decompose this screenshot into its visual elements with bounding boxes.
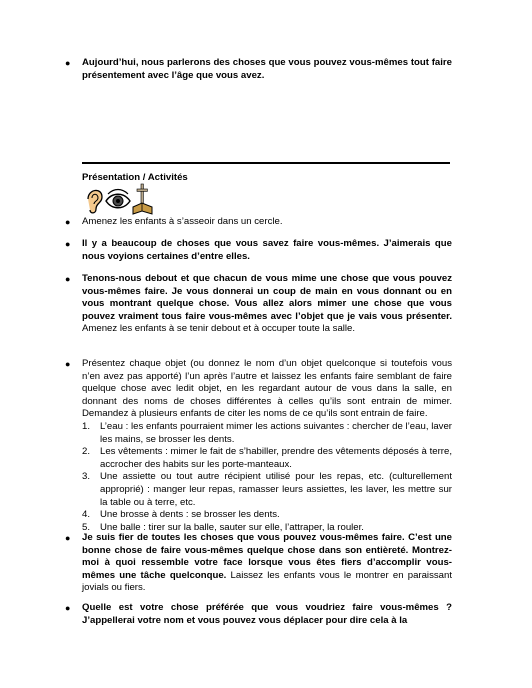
list-text: Une brosse à dents : se brosser les dents. [100, 509, 280, 521]
bullet-item [65, 216, 452, 229]
intro-bullet-bold: Aujourd’hui, nous parlerons des choses que vous pouvez vous-mêmes tout faire présentement avec l’âge que vous avez. [82, 57, 452, 81]
list-text: Les vêtements : mimer le fait de s’habiller, prendre des vêtements déposés à terre, accrocher des habits sur les porte-manteaux. [100, 446, 452, 470]
bullet-dot: ● [65, 533, 71, 543]
bullet-text: Amenez les enfants à s’asseoir dans un cercle. [82, 216, 283, 227]
bullet-bold-text: Tenons-nous debout et que chacun de vous mime une chose que vous pouvez vous-mêmes faire. Je vous donnerai un coup de main en vous donnant ou en vous montrant quelque chose. Vous allez alors mimer une chose que vous pouvez vraiment tous faire vous-mêmes avec l’objet que je vais vous présenter. [82, 273, 452, 322]
intro-bullet [65, 57, 452, 82]
bullet-bold-text: Quelle est votre chose préférée que vous voudriez faire vous-mêmes ? J’appellerai votre nom et vous pouvez vous déplacer pour dire cela à la [82, 602, 452, 626]
section-icons [84, 183, 156, 217]
bullet-text: Laissez les enfants vous le montrer en paraissant jovials ou fiers. [82, 569, 452, 594]
bullet-text: Présentez chaque objet (ou donnez le nom d’un objet quelconque si toutefois vous n’en avez pas apporté) l’un après l’autre et laissez les enfants faire semblant de faire quelque chose avec ledit objet, en les regardant autour de vous dans la salle, en donnant des noms de choses différentes à celles qu’ils sont entrain de mimer. Demandez à plusieurs enfants de citer les noms de ce qu’ils sont entrain de faire. [82, 358, 452, 420]
bullet-text: Amenez les enfants à se tenir debout et à occuper toute la salle. [82, 323, 356, 335]
list-text: Une assiette ou tout autre récipient utilisé pour les repas, etc. (culturellement approprié) : manger leur repas, ramasser leurs assiettes, les laver, les mettre sur la table ou à terre, etc. [100, 471, 452, 508]
bullet-dot: ● [65, 274, 71, 284]
list-number: 5. [82, 521, 91, 533]
list-number: 3. [82, 471, 91, 483]
list-number: 2. [82, 446, 91, 458]
bible-cross-icon [133, 184, 152, 214]
list-item [82, 471, 452, 509]
ear-icon [88, 190, 102, 212]
list-item [82, 421, 452, 446]
bullet-dot: ● [65, 58, 71, 68]
bullet-item [65, 358, 452, 534]
list-text: Une balle : tirer sur la balle, sauter sur elle, l’attraper, la rouler. [100, 521, 364, 533]
bullet-bold-text: Il y a beaucoup de choses que vous savez faire vous-mêmes. J’aimerais que nous voyions certaines d’entre elles. [82, 238, 452, 262]
bullet-item [65, 273, 452, 336]
section-divider [82, 162, 450, 164]
list-item [82, 509, 452, 522]
section-title: Présentation / Activités [82, 172, 188, 183]
bullet-item [65, 532, 452, 595]
bullet-bold-text: Je suis fier de toutes les choses que vous pouvez vous-mêmes faire. C’est une bonne chose de faire vous-mêmes quelque chose dans son entièreté. Montrez-moi à quoi ressemble votre face lorsque vous êtes fiers d’accomplir vous-mêmes une tâche quelconque. [82, 532, 452, 581]
eye-icon [106, 190, 130, 208]
list-item [82, 446, 452, 471]
list-text: L’eau : les enfants pourraient mimer les actions suivantes : chercher de l’eau, laver les mains, se brosser les dents. [100, 420, 452, 445]
bullet-dot: ● [65, 603, 71, 613]
list-number: 4. [82, 509, 91, 521]
bullet-dot: ● [65, 359, 71, 369]
bullet-item [65, 602, 452, 627]
bullet-dot: ● [65, 217, 71, 227]
bullet-item [65, 238, 452, 263]
list-number: 1. [82, 420, 91, 432]
numbered-list [82, 421, 452, 534]
bullet-dot: ● [65, 239, 71, 249]
